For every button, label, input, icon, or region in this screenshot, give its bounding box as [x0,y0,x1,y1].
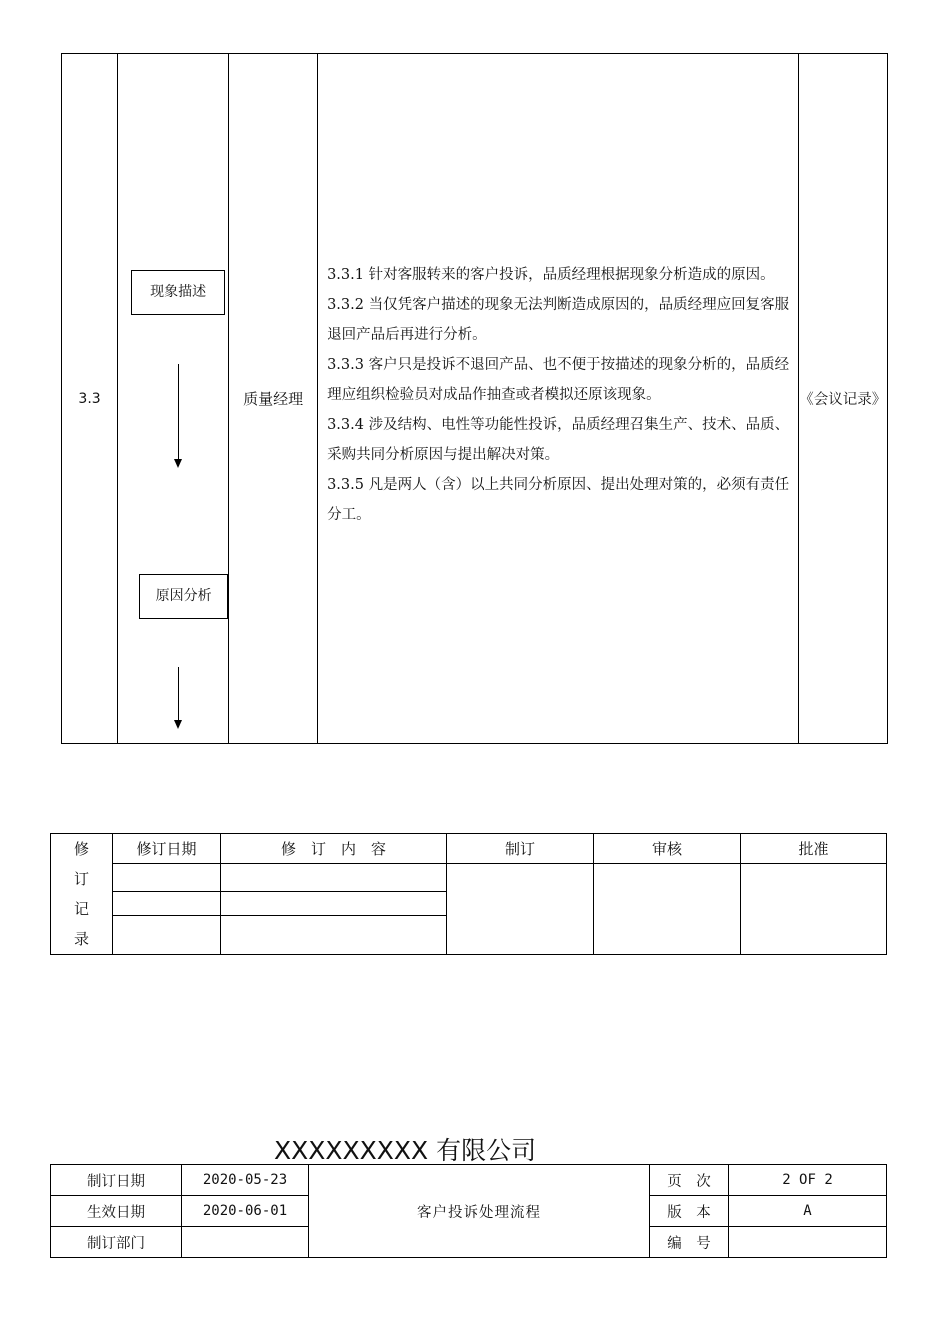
company-name: XXXXXXXXX 有限公司 [274,1136,537,1165]
description-item: 3.3.5 凡是两人（含）以上共同分析原因、提出处理对策的，必须有责任分工。 [327,476,790,523]
document-title: 客户投诉处理流程 [309,1165,650,1258]
description-item: 3.3.4 涉及结构、电性等功能性投诉，品质经理召集生产、技术、品质、采购共同分析原因与提出解决对策。 [327,416,790,463]
header-review: 审核 [594,834,741,864]
revision-side-label: 修 订 记 录 [51,834,113,955]
effective-date-value: 2020-06-01 [182,1196,309,1227]
process-row [62,54,888,744]
page-label: 页 次 [650,1165,729,1196]
header-approve: 批准 [741,834,887,864]
version-label: 版 本 [650,1196,729,1227]
description-item: 3.3.2 当仅凭客户描述的现象无法判断造成原因的，品质经理应回复客服退回产品后再进行分析。 [327,296,790,343]
record-form: 《会议记录》 [798,54,887,744]
made-date-value: 2020-05-23 [182,1165,309,1196]
revision-date-cell [113,916,221,955]
dept-value [182,1227,309,1258]
process-table [61,53,888,744]
flow-arrow-2 [178,667,179,727]
header-made: 制订 [447,834,594,864]
flow-box-phenomenon: 现象描述 [131,270,225,315]
flowchart-cell [118,54,229,744]
page-value: 2 OF 2 [729,1165,887,1196]
made-cell [447,864,594,955]
revision-content-cell [221,864,447,892]
revision-content-cell [221,892,447,916]
header-revision-date: 修订日期 [113,834,221,864]
description-item: 3.3.1 针对客服转来的客户投诉，品质经理根据现象分析造成的原因。 [327,266,775,283]
revision-date-cell [113,864,221,892]
approve-cell [741,864,887,955]
made-date-label: 制订日期 [51,1165,182,1196]
header-revision-content: 修 订 内 容 [221,834,447,864]
revision-content-cell [221,916,447,955]
dept-label: 制订部门 [51,1227,182,1258]
number-label: 编 号 [650,1227,729,1258]
responsible-role: 质量经理 [229,54,318,744]
flow-box-cause-analysis: 原因分析 [139,574,228,619]
document-footer-table [50,1164,887,1258]
description-item: 3.3.3 客户只是投诉不退回产品、也不便于按描述的现象分析的，品质经理应组织检验员对成品作抽查或者模拟还原该现象。 [327,356,790,403]
number-value [729,1227,887,1258]
revision-record-table [50,833,887,955]
effective-date-label: 生效日期 [51,1196,182,1227]
version-value: A [729,1196,887,1227]
flow-arrow-1 [178,364,179,466]
revision-date-cell [113,892,221,916]
step-number: 3.3 [62,54,118,744]
review-cell [594,864,741,955]
step-descriptions [318,54,799,744]
